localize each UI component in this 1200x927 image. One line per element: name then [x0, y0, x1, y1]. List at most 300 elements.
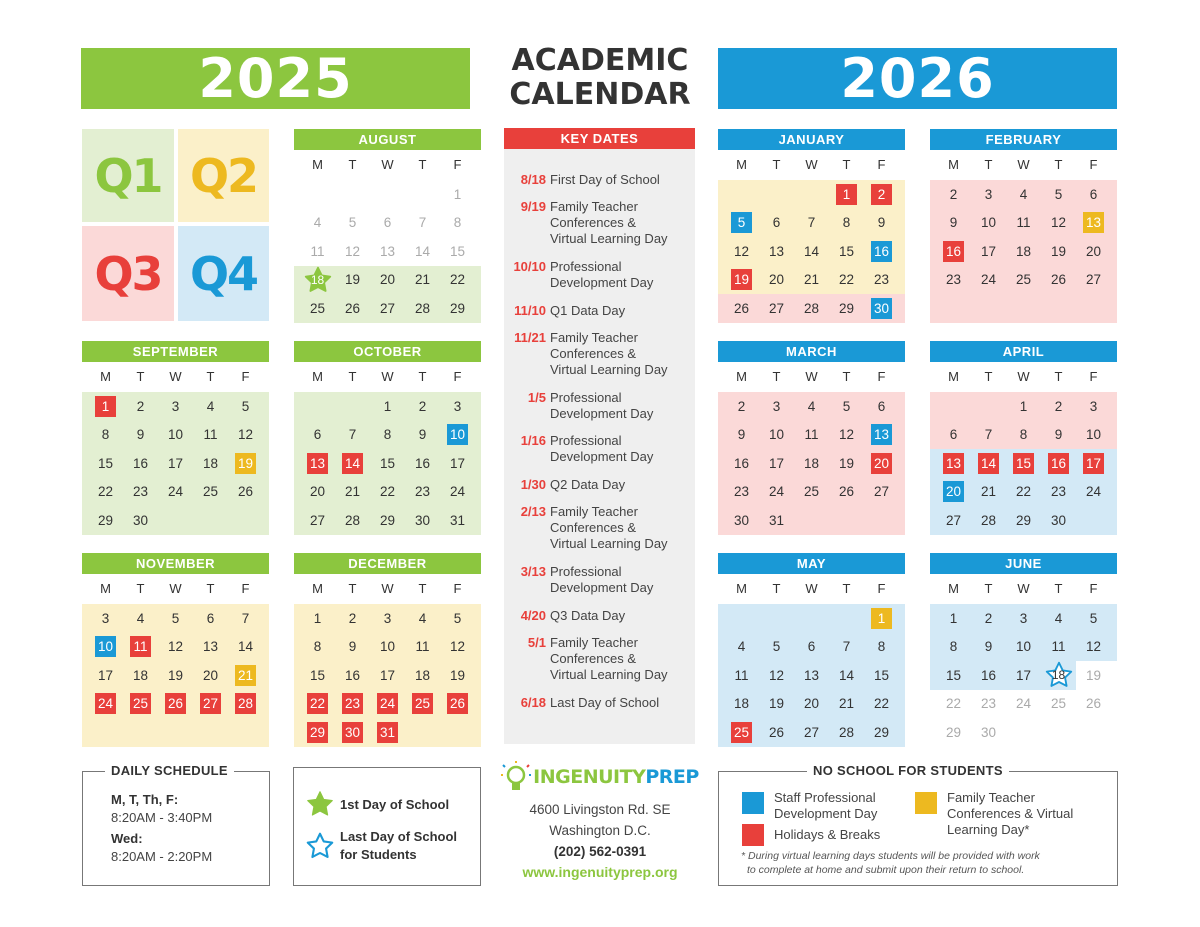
day-cell	[88, 604, 123, 633]
day-cell	[759, 449, 794, 478]
weekday-label: T	[136, 581, 145, 596]
day-cell	[123, 506, 158, 535]
key-date-line: Family Teacher	[550, 199, 638, 214]
day-cell	[335, 266, 370, 295]
day-cell	[88, 661, 123, 690]
day-number: 20	[379, 272, 396, 288]
day-cell	[971, 478, 1006, 507]
green-star-icon	[306, 790, 334, 818]
key-date-date: 5/1	[527, 635, 546, 650]
day-cell	[158, 633, 193, 662]
day-grid	[718, 180, 905, 323]
month-header-sep: SEPTEMBER	[82, 341, 269, 362]
key-date-line: Conferences &	[550, 520, 636, 535]
month-header-jan: JANUARY	[718, 129, 905, 150]
day-cell	[829, 661, 864, 690]
day-cell	[1041, 421, 1076, 450]
month-march	[718, 341, 905, 535]
day-cell	[829, 209, 864, 238]
weekday-label: M	[100, 581, 111, 596]
key-date-line: Virtual Learning Day	[550, 536, 668, 551]
key-date-line: Family Teacher	[550, 504, 638, 519]
day-cell	[300, 690, 335, 719]
day-cell	[759, 266, 794, 295]
month-february	[930, 129, 1117, 323]
day-number: 30	[414, 512, 431, 528]
weekday-label: F	[877, 369, 886, 384]
day-cell	[864, 690, 899, 719]
day-number: 9	[949, 215, 958, 231]
day-cell	[759, 661, 794, 690]
day-number: 29	[873, 724, 890, 740]
day-cell	[88, 392, 123, 421]
weekday-header-row	[300, 150, 481, 180]
day-cell	[724, 266, 759, 295]
staff-development-label-1: Staff Professional	[774, 790, 876, 805]
weekday-label: M	[312, 157, 323, 172]
day-cell	[300, 718, 335, 747]
key-date-line: Conferences &	[550, 215, 636, 230]
day-number: 15	[1013, 453, 1034, 474]
weekday-label: M	[948, 369, 959, 384]
day-number: 18	[733, 696, 750, 712]
day-cell	[794, 478, 829, 507]
day-cell	[724, 449, 759, 478]
day-number: 23	[873, 272, 890, 288]
day-cell	[88, 478, 123, 507]
month-header-mar: MARCH	[718, 341, 905, 362]
day-number: 20	[309, 484, 326, 500]
day-cell	[936, 266, 971, 295]
day-number: 12	[768, 667, 785, 683]
day-grid	[82, 604, 269, 747]
day-cell	[158, 690, 193, 719]
key-date-date: 3/13	[520, 564, 546, 579]
day-number: 10	[379, 639, 396, 655]
staff-development-swatch	[742, 792, 764, 814]
day-number: 17	[1015, 667, 1032, 683]
day-cell	[936, 718, 971, 747]
day-cell	[1006, 421, 1041, 450]
key-date-item	[504, 259, 695, 291]
day-number: 3	[101, 610, 110, 626]
day-cell	[228, 633, 263, 662]
holidays-swatch	[742, 824, 764, 846]
day-number: 16	[1048, 453, 1069, 474]
day-number: 1	[313, 610, 322, 626]
day-cell	[864, 237, 899, 266]
day-number: 21	[838, 696, 855, 712]
day-cell	[405, 661, 440, 690]
day-number: 16	[344, 667, 361, 683]
day-cell	[193, 604, 228, 633]
weekday-header-row	[88, 362, 269, 392]
weekday-label: W	[169, 581, 182, 596]
key-date-line: Conferences &	[550, 346, 636, 361]
day-cell	[794, 209, 829, 238]
day-cell	[971, 209, 1006, 238]
day-cell	[1041, 392, 1076, 421]
day-cell	[123, 421, 158, 450]
weekday-header-row	[936, 362, 1117, 392]
day-cell	[971, 506, 1006, 535]
day-cell	[335, 294, 370, 323]
day-number: 12	[167, 639, 184, 655]
day-number: 20	[803, 696, 820, 712]
day-cell	[829, 180, 864, 209]
day-number: 1	[383, 398, 392, 414]
day-cell	[864, 633, 899, 662]
weekday-label: W	[381, 581, 394, 596]
day-number: 3	[984, 186, 993, 202]
day-cell	[440, 478, 475, 507]
day-number: 27	[379, 300, 396, 316]
day-cell	[936, 478, 971, 507]
day-number: 13	[307, 453, 328, 474]
weekday-label: T	[418, 157, 427, 172]
day-cell	[370, 209, 405, 238]
day-cell	[405, 266, 440, 295]
day-cell	[759, 237, 794, 266]
day-number: 28	[838, 724, 855, 740]
key-date-description	[550, 433, 653, 465]
day-number: 27	[200, 693, 221, 714]
day-number: 29	[449, 300, 466, 316]
day-cell	[158, 661, 193, 690]
title-line-2: CALENDAR	[509, 77, 691, 112]
day-number: 29	[945, 724, 962, 740]
day-cell	[370, 478, 405, 507]
day-cell	[405, 478, 440, 507]
school-logo	[500, 760, 700, 794]
weekday-label: F	[453, 157, 462, 172]
weekday-label: M	[948, 581, 959, 596]
day-number: 7	[418, 215, 427, 231]
month-header-feb: FEBRUARY	[930, 129, 1117, 150]
day-cell	[300, 604, 335, 633]
day-cell	[158, 604, 193, 633]
day-cell	[864, 449, 899, 478]
key-date-description	[550, 608, 625, 624]
weekday-label: T	[348, 581, 357, 596]
day-number: 13	[379, 243, 396, 259]
day-number: 13	[768, 243, 785, 259]
day-number: 21	[414, 272, 431, 288]
weekday-label: T	[842, 157, 851, 172]
day-number: 8	[1019, 427, 1028, 443]
day-number: 7	[842, 639, 851, 655]
day-cell	[864, 209, 899, 238]
day-cell	[193, 690, 228, 719]
day-cell	[759, 690, 794, 719]
key-date-item	[504, 390, 695, 422]
day-number: 20	[1085, 243, 1102, 259]
day-cell	[228, 449, 263, 478]
day-number: 19	[768, 696, 785, 712]
key-date-line: Development Day	[550, 406, 654, 421]
day-number: 28	[235, 693, 256, 714]
day-number: 25	[803, 484, 820, 500]
footnote-line-2: to complete at home and submit upon their return to school.	[747, 864, 1025, 876]
day-cell	[759, 421, 794, 450]
day-cell	[1076, 209, 1111, 238]
day-cell	[971, 237, 1006, 266]
day-cell	[405, 237, 440, 266]
day-cell	[829, 633, 864, 662]
day-number: 6	[807, 639, 816, 655]
day-number: 17	[768, 455, 785, 471]
day-number: 22	[1015, 484, 1032, 500]
day-number: 7	[241, 610, 250, 626]
day-number: 5	[1089, 610, 1098, 626]
key-date-item	[504, 504, 695, 552]
day-cell	[1041, 209, 1076, 238]
day-number: 2	[737, 398, 746, 414]
day-number: 5	[348, 215, 357, 231]
day-cell	[829, 237, 864, 266]
day-number: 4	[1019, 186, 1028, 202]
key-date-line: Professional	[550, 564, 622, 579]
key-date-date: 8/18	[520, 172, 546, 187]
day-number: 26	[768, 724, 785, 740]
key-date-line: Q1 Data Day	[550, 303, 626, 318]
day-cell	[936, 237, 971, 266]
day-cell	[864, 266, 899, 295]
day-cell	[1076, 661, 1111, 690]
weekday-label: T	[842, 581, 851, 596]
key-date-line: Virtual Learning Day	[550, 667, 668, 682]
day-cell	[440, 449, 475, 478]
day-number: 10	[167, 427, 184, 443]
day-cell	[724, 633, 759, 662]
day-cell	[1006, 209, 1041, 238]
day-cell	[794, 237, 829, 266]
day-cell	[370, 294, 405, 323]
day-cell	[829, 449, 864, 478]
day-cell	[971, 604, 1006, 633]
day-cell	[335, 237, 370, 266]
family-conference-label-1: Family Teacher	[947, 790, 1035, 805]
weekday-label: T	[1054, 581, 1063, 596]
day-number: 15	[449, 243, 466, 259]
day-number: 2	[418, 398, 427, 414]
day-number: 20	[768, 272, 785, 288]
day-number: 19	[838, 455, 855, 471]
day-number: 31	[449, 512, 466, 528]
key-date-line: Professional	[550, 259, 622, 274]
day-cell	[1076, 392, 1111, 421]
day-cell	[1076, 449, 1111, 478]
day-number: 26	[344, 300, 361, 316]
day-number: 31	[768, 512, 785, 528]
day-number: 15	[945, 667, 962, 683]
key-date-description	[550, 259, 653, 291]
day-number: 20	[943, 481, 964, 502]
day-number: 25	[412, 693, 433, 714]
weekday-label: W	[381, 369, 394, 384]
day-number: 23	[342, 693, 363, 714]
day-number: 11	[1016, 215, 1031, 231]
day-number: 1	[871, 608, 892, 629]
day-cell	[724, 421, 759, 450]
day-cell	[864, 294, 899, 323]
day-cell	[335, 661, 370, 690]
day-cell	[724, 661, 759, 690]
day-number: 1	[453, 186, 462, 202]
day-number: 9	[737, 427, 746, 443]
day-cell	[440, 266, 475, 295]
day-cell	[193, 449, 228, 478]
day-cell	[228, 478, 263, 507]
day-cell	[370, 266, 405, 295]
key-date-date: 11/21	[514, 330, 546, 345]
key-date-item	[504, 564, 695, 596]
day-cell	[335, 633, 370, 662]
quarter-q1-label: Q1	[94, 148, 162, 203]
key-date-line: Q2 Data Day	[550, 477, 626, 492]
weekday-label: T	[772, 581, 781, 596]
key-date-description	[550, 504, 668, 552]
day-number: 9	[1054, 427, 1063, 443]
day-cell	[370, 604, 405, 633]
weekday-label: T	[984, 581, 993, 596]
day-number: 9	[984, 639, 993, 655]
day-cell	[1076, 604, 1111, 633]
day-number: 25	[202, 484, 219, 500]
schedule-days-2: Wed:	[111, 831, 143, 846]
day-number: 17	[1083, 453, 1104, 474]
weekday-label: F	[241, 581, 250, 596]
day-number: 13	[202, 639, 219, 655]
day-number: 7	[807, 215, 816, 231]
day-number: 30	[733, 512, 750, 528]
day-cell	[829, 421, 864, 450]
key-date-description	[550, 390, 653, 422]
day-cell	[405, 604, 440, 633]
quarter-q3	[82, 226, 174, 321]
key-date-line: Virtual Learning Day	[550, 362, 668, 377]
day-number: 26	[1085, 696, 1102, 712]
day-cell	[88, 421, 123, 450]
day-number: 11	[415, 639, 430, 655]
day-cell	[864, 392, 899, 421]
weekday-label: F	[877, 157, 886, 172]
day-cell	[123, 478, 158, 507]
school-phone: (202) 562-0391	[553, 844, 647, 859]
day-number: 1	[95, 396, 116, 417]
day-number: 7	[348, 427, 357, 443]
title-line-1: ACADEMIC	[511, 43, 689, 78]
day-number: 30	[1050, 512, 1067, 528]
day-number: 5	[772, 639, 781, 655]
key-date-description	[550, 330, 668, 378]
day-cell	[794, 449, 829, 478]
day-cell	[1041, 690, 1076, 719]
day-cell	[300, 449, 335, 478]
day-number: 26	[733, 300, 750, 316]
day-number: 19	[449, 667, 466, 683]
day-number: 8	[453, 215, 462, 231]
day-number: 8	[842, 215, 851, 231]
day-number: 12	[1050, 215, 1067, 231]
key-date-item	[504, 635, 695, 683]
day-cell	[759, 209, 794, 238]
day-grid	[718, 392, 905, 535]
school-website[interactable]: www.ingenuityprep.org	[522, 864, 678, 880]
day-number: 29	[307, 722, 328, 743]
day-number: 16	[980, 667, 997, 683]
day-number: 22	[873, 696, 890, 712]
day-number: 3	[453, 398, 462, 414]
day-cell	[1006, 661, 1041, 690]
day-number: 22	[307, 693, 328, 714]
day-cell	[370, 690, 405, 719]
day-number: 18	[132, 667, 149, 683]
day-number: 13	[943, 453, 964, 474]
day-cell	[370, 449, 405, 478]
day-cell	[936, 180, 971, 209]
day-number: 19	[167, 667, 184, 683]
day-cell	[794, 266, 829, 295]
day-number: 23	[945, 272, 962, 288]
month-header-dec: DECEMBER	[294, 553, 481, 574]
day-number: 6	[949, 427, 958, 443]
day-cell	[158, 421, 193, 450]
weekday-label: T	[1054, 157, 1063, 172]
day-grid	[294, 180, 481, 323]
day-cell	[228, 690, 263, 719]
key-date-date: 2/13	[520, 504, 546, 519]
day-number: 6	[313, 427, 322, 443]
day-cell	[300, 266, 335, 295]
key-date-date: 6/18	[520, 695, 546, 710]
day-cell	[936, 421, 971, 450]
day-number: 4	[313, 215, 322, 231]
day-cell	[794, 421, 829, 450]
day-cell	[370, 633, 405, 662]
day-cell	[158, 392, 193, 421]
weekday-label: W	[1017, 581, 1030, 596]
day-number: 12	[449, 639, 466, 655]
day-number: 4	[807, 398, 816, 414]
key-date-date: 10/10	[513, 259, 546, 274]
day-cell	[405, 294, 440, 323]
weekday-label: F	[241, 369, 250, 384]
day-cell	[794, 661, 829, 690]
day-cell	[1006, 392, 1041, 421]
day-number: 13	[803, 667, 820, 683]
day-cell	[335, 604, 370, 633]
family-conference-swatch	[915, 792, 937, 814]
day-number: 28	[344, 512, 361, 528]
month-april	[930, 341, 1117, 535]
day-cell	[759, 392, 794, 421]
day-cell	[794, 392, 829, 421]
day-grid	[82, 392, 269, 535]
day-cell	[1041, 506, 1076, 535]
day-number: 30	[132, 512, 149, 528]
no-school-legend-box	[718, 763, 1118, 886]
day-number: 19	[1085, 667, 1102, 683]
day-cell	[405, 633, 440, 662]
day-number: 12	[237, 427, 254, 443]
day-cell	[724, 718, 759, 747]
day-cell	[335, 209, 370, 238]
day-number: 25	[309, 300, 326, 316]
weekday-label: M	[948, 157, 959, 172]
month-header-may: MAY	[718, 553, 905, 574]
day-cell	[1041, 449, 1076, 478]
